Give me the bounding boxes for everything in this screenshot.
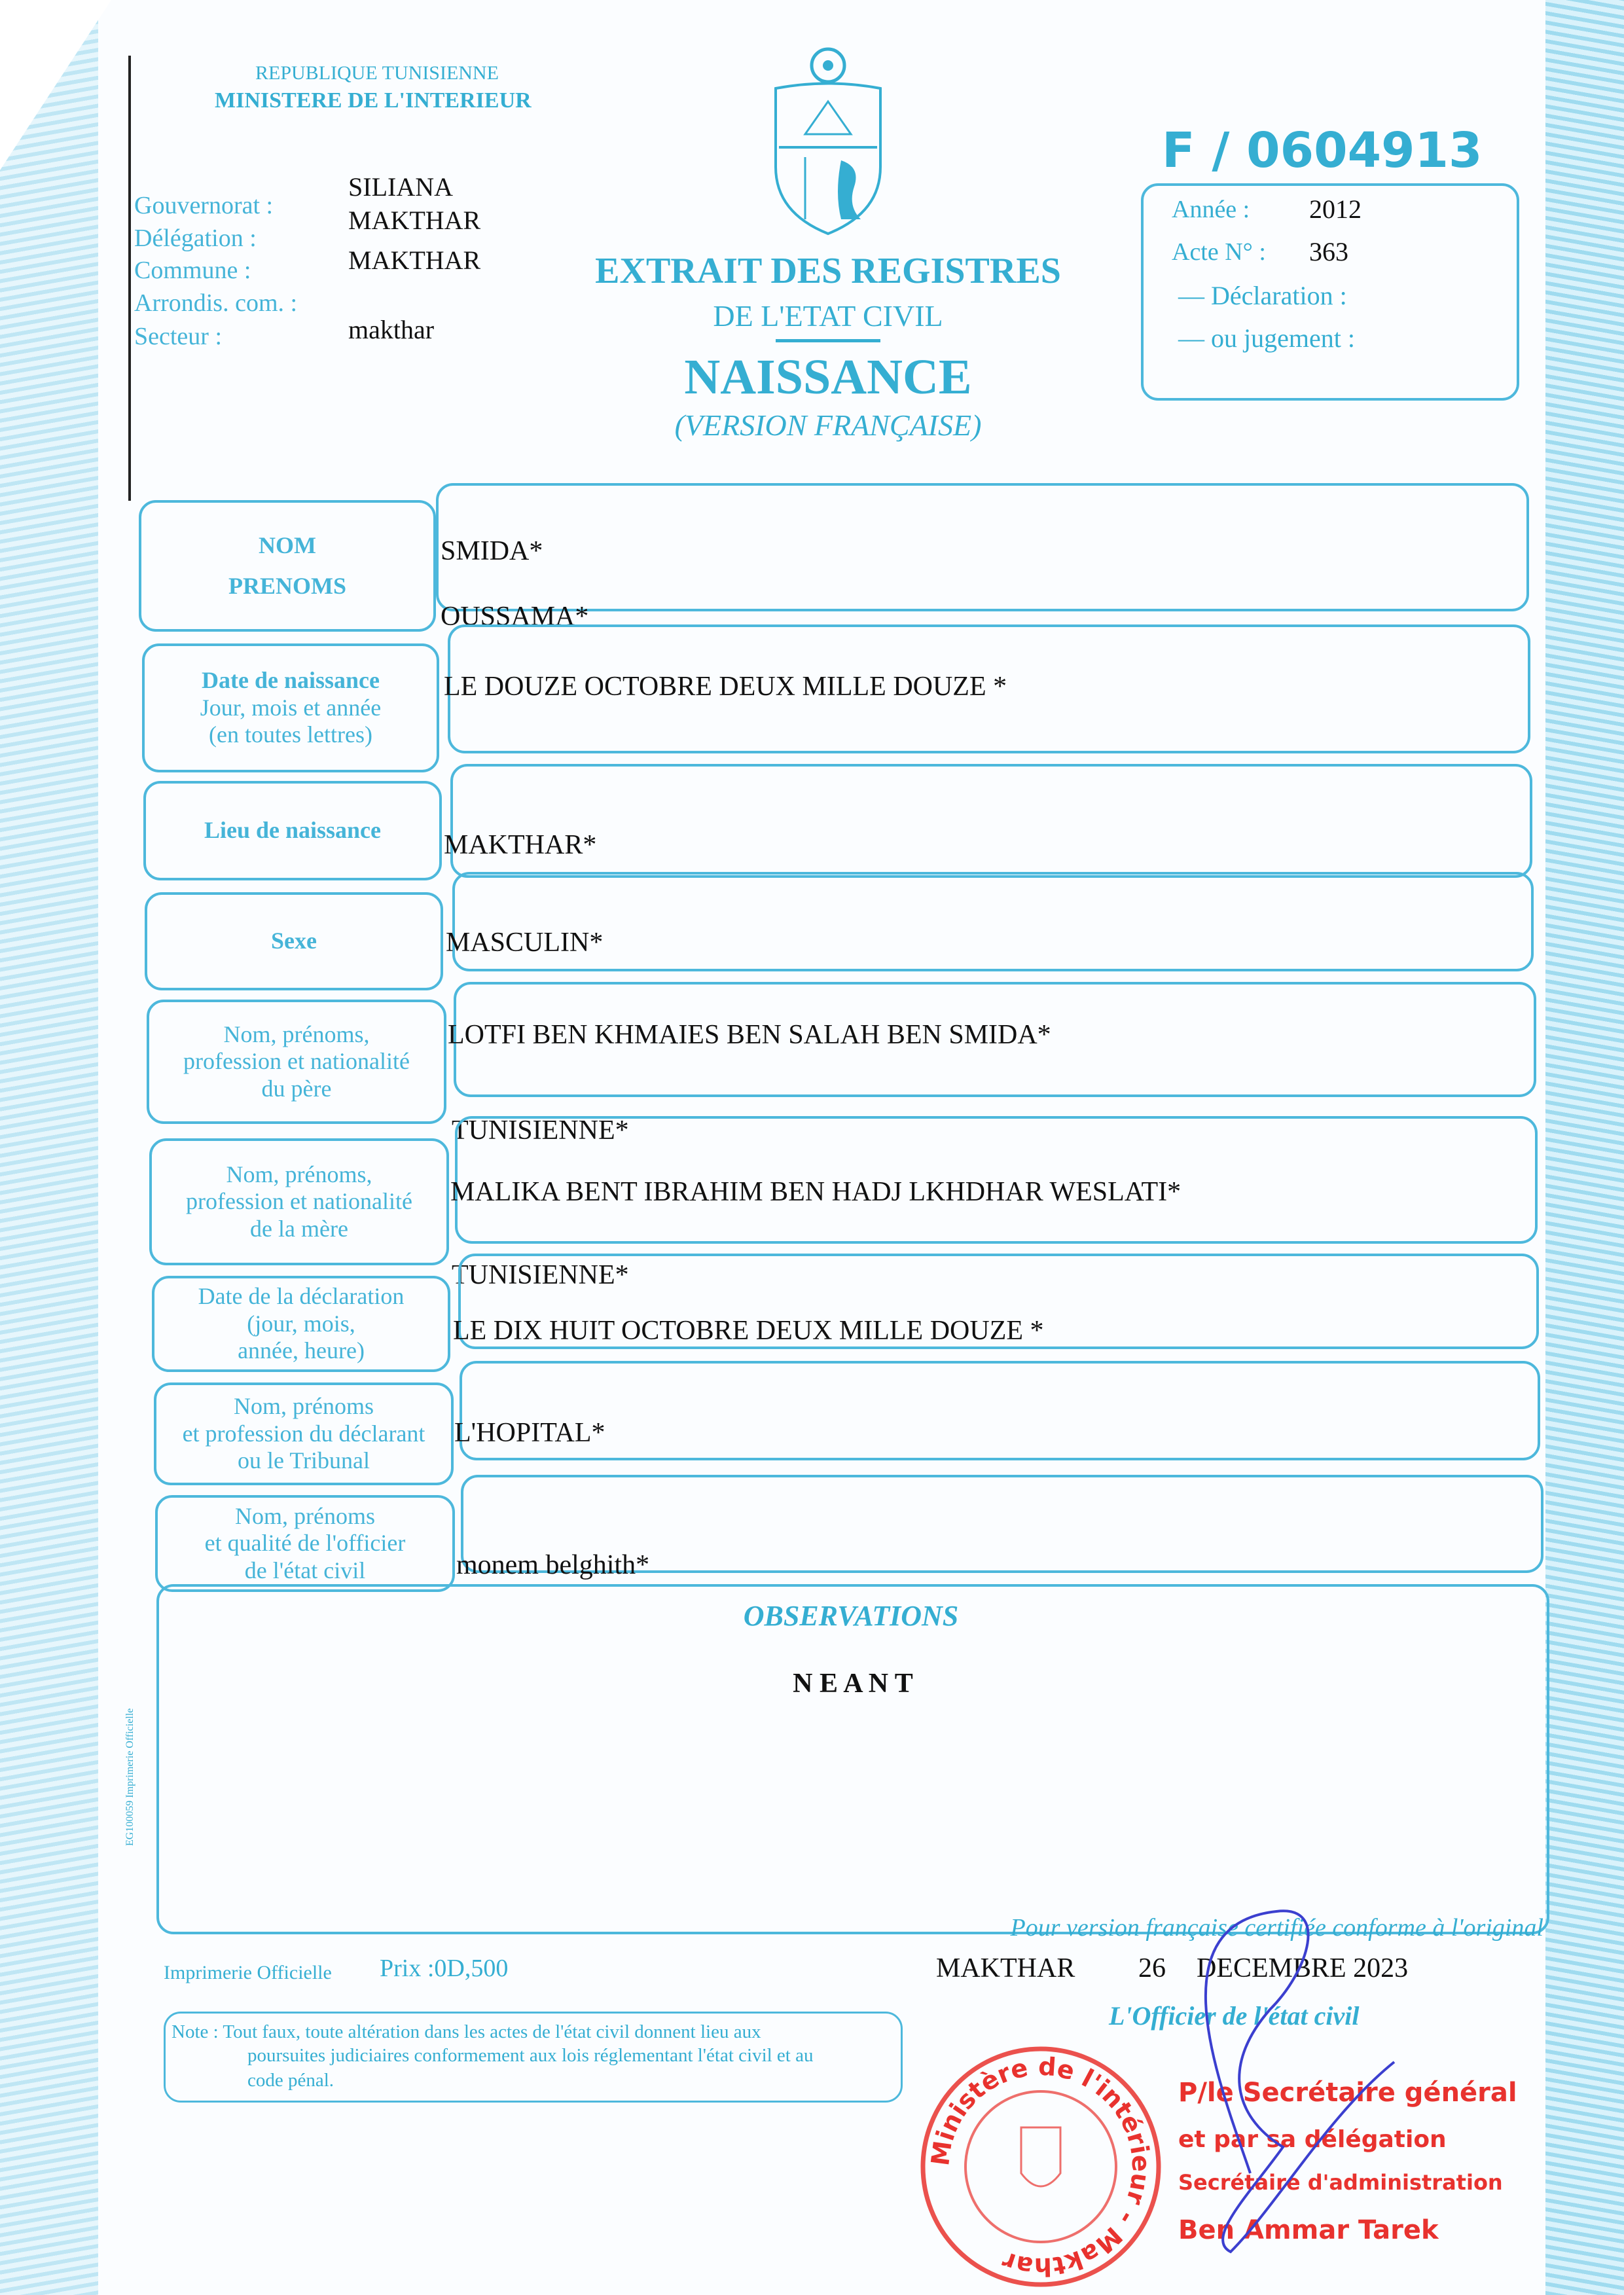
label-line: et qualité de l'officier (204, 1530, 406, 1557)
label-line: PRENOMS (228, 572, 346, 599)
label-line: ou le Tribunal (237, 1447, 370, 1474)
label-line: Nom, prénoms, (223, 1021, 370, 1047)
value-box-nom (436, 483, 1529, 611)
sexe-value: MASCULIN* (446, 928, 604, 958)
republic-label: REPUBLIQUE TUNISIENNE (255, 62, 499, 84)
jugement-label: — ou jugement : (1178, 323, 1355, 353)
gouvernorat-value: SILIANA (348, 172, 453, 202)
label-line: Nom, prénoms (235, 1502, 375, 1529)
commune-label: Commune : (134, 257, 251, 284)
stamp-emblem-icon (1021, 2127, 1060, 2186)
label-line: de l'état civil (244, 1557, 366, 1583)
title-version: (VERSION FRANÇAISE) (674, 408, 982, 442)
label-line: profession et nationalité (183, 1048, 410, 1075)
stamp-line-3: Secrétaire d'administration (1178, 2170, 1503, 2195)
lieu-naissance-value: MAKTHAR* (444, 830, 597, 860)
label-declarant (154, 1382, 454, 1485)
label-nom-prenoms (139, 500, 436, 632)
note-line-2: poursuites judiciaires conformement aux lois réglementant l'état civil et au (247, 2045, 814, 2066)
label-line: Date de la déclaration (198, 1283, 405, 1310)
gouvernorat-label: Gouvernorat : (134, 192, 274, 219)
label-mere (149, 1138, 449, 1265)
observations-box (156, 1584, 1549, 1934)
acte-label: Acte N° : (1172, 238, 1266, 266)
ministry-label: MINISTERE DE L'INTERIEUR (215, 88, 532, 113)
place-value: MAKTHAR (936, 1953, 1075, 1983)
certified-text: Pour version française certifiée conforme à l'original (1010, 1914, 1543, 1942)
observations-title: OBSERVATIONS (743, 1600, 959, 1632)
acte-value: 363 (1309, 237, 1348, 266)
title-etat-civil: DE L'ETAT CIVIL (713, 299, 943, 333)
label-line: Lieu de naissance (204, 817, 382, 844)
value-box-declarant (460, 1361, 1540, 1460)
label-line: NOM (259, 532, 316, 559)
label-line: profession et nationalité (186, 1188, 412, 1215)
value-box-sexe (452, 872, 1534, 971)
secteur-value: makthar (348, 315, 435, 344)
label-line: du père (261, 1075, 332, 1102)
secteur-label: Secteur : (134, 323, 223, 350)
annee-value: 2012 (1309, 194, 1362, 224)
stamp-ring-text: Ministère de l'intérieur - Makthar (926, 2051, 1156, 2282)
imprint-side-text: EG100059 Imprimerie Officielle (124, 1708, 135, 1846)
pere-value: LOTFI BEN KHMAIES BEN SALAH BEN SMIDA* (448, 1020, 1051, 1050)
signature (1113, 1898, 1506, 2265)
stamp-line-1: P/le Secrétaire général (1178, 2078, 1517, 2108)
delegation-label: Délégation : (134, 225, 257, 252)
stamp-line-2: et par sa délégation (1178, 2126, 1447, 2153)
delegation-value: MAKTHAR (348, 206, 481, 235)
label-officier (155, 1495, 455, 1592)
label-line: Jour, mois et année (200, 694, 382, 721)
security-border-right (1545, 0, 1624, 2295)
label-line: de la mère (250, 1215, 348, 1242)
prix-label: Prix :0D,500 (380, 1955, 509, 1982)
observations-value: N E A N T (793, 1669, 913, 1699)
prenoms-value: OUSSAMA* (441, 602, 589, 632)
label-sexe (145, 892, 443, 990)
declaration-label: — Déclaration : (1178, 281, 1347, 310)
mere-value: MALIKA BENT IBRAHIM BEN HADJ LKHDHAR WESLATI* (450, 1177, 1182, 1207)
month-year-value: DECEMBRE 2023 (1197, 1953, 1409, 1983)
tunisia-coat-of-arms-icon (766, 43, 890, 239)
declarant-value: L'HOPITAL* (454, 1418, 605, 1448)
label-line: (jour, mois, (247, 1310, 355, 1337)
label-line: (en toutes lettres) (209, 721, 372, 748)
note-line-1: Note : Tout faux, toute altération dans les actes de l'état civil donnent lieu aux (171, 2021, 761, 2042)
label-date-declaration (152, 1276, 450, 1372)
arrondissement-label: Arrondis. com. : (134, 289, 298, 317)
date-naissance-value: LE DOUZE OCTOBRE DEUX MILLE DOUZE * (444, 672, 1007, 702)
label-line: Date de naissance (202, 667, 380, 694)
label-line: Nom, prénoms (234, 1393, 374, 1420)
day-value: 26 (1138, 1953, 1166, 1983)
imprimerie-label: Imprimerie Officielle (164, 1962, 332, 1983)
title-naissance: NAISSANCE (684, 350, 972, 405)
nom-value: SMIDA* (441, 536, 543, 566)
stamp-inner-ring (965, 2091, 1116, 2242)
label-pere (147, 1000, 446, 1124)
mere-nationalite: TUNISIENNE* (452, 1260, 629, 1290)
label-line: Sexe (271, 928, 317, 954)
security-border-left (0, 0, 98, 2295)
value-box-lieu (450, 764, 1532, 878)
label-line: année, heure) (238, 1337, 365, 1364)
label-line: Nom, prénoms, (226, 1161, 372, 1187)
serial-text: F / 0604913 (1162, 122, 1483, 179)
title-extrait: EXTRAIT DES REGISTRES (595, 251, 1061, 291)
date-declaration-value: LE DIX HUIT OCTOBRE DEUX MILLE DOUZE * (453, 1316, 1044, 1346)
stamp-line-4: Ben Ammar Tarek (1178, 2215, 1439, 2245)
note-line-3: code pénal. (247, 2070, 334, 2091)
label-lieu-naissance (143, 781, 442, 880)
officer-title: L'Officier de l'état civil (1109, 2001, 1360, 2031)
annee-label: Année : (1172, 196, 1250, 223)
commune-value: MAKTHAR (348, 245, 481, 275)
title-divider (776, 339, 880, 342)
label-line: et profession du déclarant (182, 1420, 425, 1447)
serial-number (1162, 124, 1483, 178)
pere-nationalite: TUNISIENNE* (452, 1115, 629, 1146)
label-date-naissance (142, 643, 439, 772)
officier-value: monem belghith* (456, 1550, 650, 1580)
